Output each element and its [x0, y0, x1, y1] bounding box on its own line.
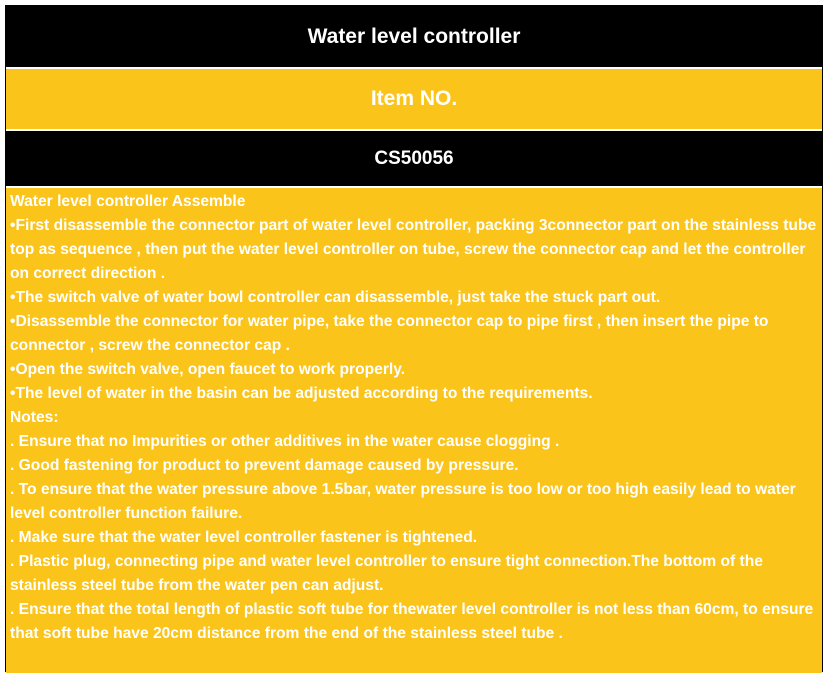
note-item: . Plastic plug, connecting pipe and water level controller to ensure tight connection.The bottom of the stainless steel tube from the water pen can adjust. [10, 553, 763, 594]
item-code-band [6, 131, 822, 188]
page-title: Water level controller [307, 24, 521, 48]
item-number-label: Item NO. [370, 87, 458, 110]
item-label-band [6, 69, 822, 131]
instructions-body [6, 188, 822, 673]
notes-heading: Notes: [10, 409, 59, 426]
note-item: . Ensure that the total length of plastic soft tube for thewater level controller is not less than 60cm, to ensure that soft tube have 20cm distance from the end of the stainless steel tube . [10, 601, 814, 642]
note-item: . To ensure that the water pressure above 1.5bar, water pressure is too low or too high easily lead to water level controller function failure. [10, 481, 796, 522]
assembly-heading: Water level controller Assemble [10, 193, 246, 210]
item-number-value: CS50056 [374, 147, 454, 169]
assembly-step: •Disassemble the connector for water pipe, take the connector cap to pipe first , then insert the pipe to connector , screw the connector cap . [10, 313, 769, 354]
assembly-step: •First disassemble the connector part of water level controller, packing 3connector part on the stainless tube top as sequence , then put the water level controller on tube, screw the connector cap and let the controller on correct direction . [10, 217, 817, 282]
title-band [6, 6, 822, 69]
note-item: . Good fastening for product to prevent damage caused by pressure. [10, 457, 519, 474]
product-sheet [5, 5, 823, 672]
note-item: . Make sure that the water level controller fastener is tightened. [10, 529, 478, 546]
assembly-step: •Open the switch valve, open faucet to work properly. [10, 361, 406, 378]
assembly-step: •The level of water in the basin can be adjusted according to the requirements. [10, 385, 593, 402]
assembly-step: •The switch valve of water bowl controller can disassemble, just take the stuck part out. [10, 289, 661, 306]
note-item: . Ensure that no Impurities or other additives in the water cause clogging . [10, 433, 560, 450]
